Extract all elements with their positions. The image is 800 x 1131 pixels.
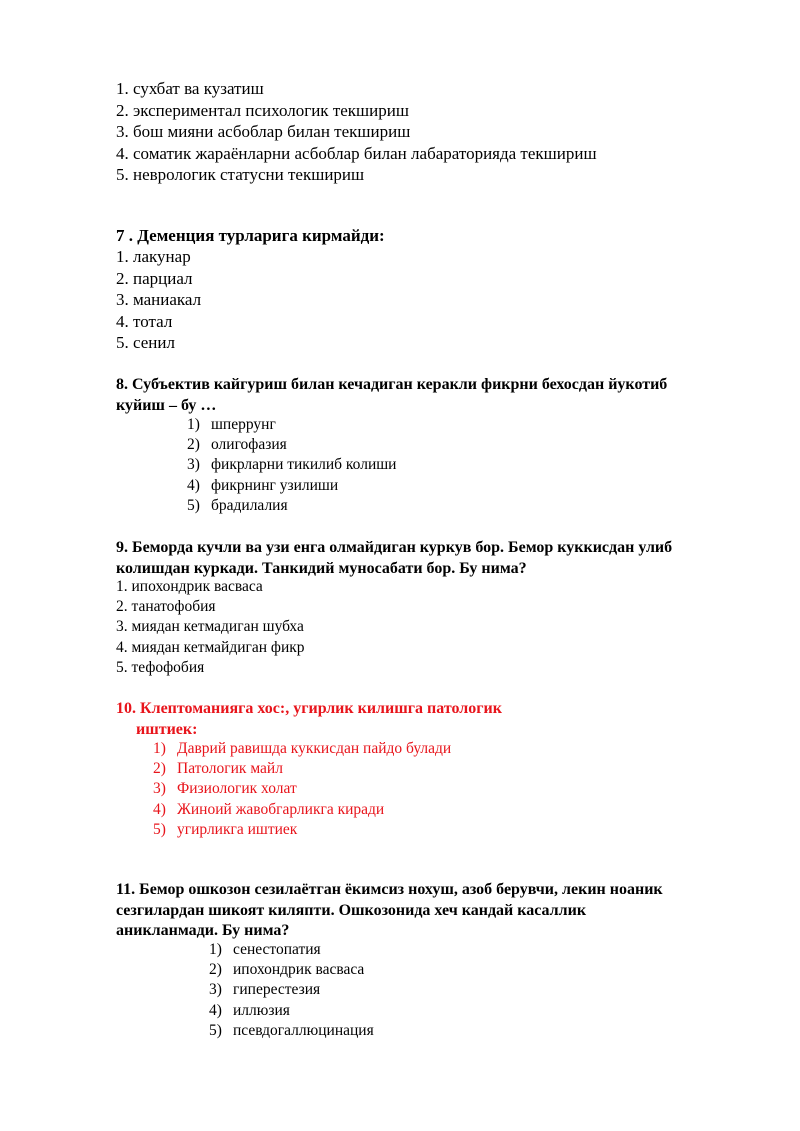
q6-option-3: 3. бош мияни асбоблар билан текшириш <box>116 122 411 142</box>
q6-options <box>116 78 597 186</box>
q8-option-4: 4) фикрнинг узилиши <box>187 476 339 494</box>
q9-option-1: 1. ипохондрик васваса <box>116 578 263 595</box>
q7-option-5: 5. сенил <box>116 333 175 353</box>
q11-option-1: 1) сенестопатия <box>209 941 321 958</box>
q7-option-3: 3. маниакал <box>116 290 202 310</box>
q8-title <box>116 375 667 416</box>
q10-option-1: 1) Даврий равишда куккисдан пайдо булади <box>153 740 452 757</box>
q7-option-1: 1. лакунар <box>116 247 191 266</box>
q11-option-2: 2) ипохондрик васваса <box>209 961 365 979</box>
q9-title-line-2: колишдан куркади. Танкидий муносабати бор. Бу нима? <box>116 559 527 577</box>
q8-option-5: 5) брадилалия <box>187 496 288 514</box>
q10-option-3: 3) Физиологик холат <box>153 780 297 798</box>
q11-title-line-3: аникланмади. Бу нима? <box>116 922 290 939</box>
q8-option-3: 3) фикрларни тикилиб колиши <box>187 456 397 474</box>
q9-options <box>116 577 305 678</box>
q10-option-2: 2) Патологик майл <box>153 760 283 778</box>
q8-options <box>187 415 396 516</box>
q8-option-1: 1) шперрунг <box>187 416 276 433</box>
q6-option-2: 2. экспериментал психологик текшириш <box>116 100 409 120</box>
q6-option-5: 5. неврологик статусни текшириш <box>116 165 365 185</box>
q11-title-line-2: сезгилардан шикоят киляпти. Ошкозонида хеч кандай касаллик <box>116 901 587 919</box>
q9-title-line-1: 9. Беморда кучли ва узи енга олмайдиган куркув бор. Бемор куккисдан улиб <box>116 539 673 556</box>
q11-options <box>209 940 374 1041</box>
q7-options <box>116 246 201 354</box>
q11-title <box>116 880 663 942</box>
q8-option-2: 2) олигофазия <box>187 436 287 454</box>
q8-title-line-2: куйиш – бу … <box>116 396 217 414</box>
q9-option-3: 3. миядан кетмадиган шубха <box>116 618 304 636</box>
q7-option-4: 4. тотал <box>116 311 173 331</box>
q9-option-2: 2. танатофобия <box>116 598 216 616</box>
q11-title-line-1: 11. Бемор ошкозон сезилаётган ёкимсиз нохуш, азоб берувчи, лекин ноаник <box>116 881 663 898</box>
q11-option-3: 3) гиперестезия <box>209 981 321 999</box>
q11-option-5: 5) псевдогаллюцинация <box>209 1021 374 1039</box>
q10-option-5: 5) угирликга иштиек <box>153 820 298 838</box>
q7-option-2: 2. парциал <box>116 268 193 288</box>
q9-title <box>116 538 672 579</box>
q9-option-4: 4. миядан кетмайдиган фикр <box>116 638 305 656</box>
q10-title-line-2: иштиек: <box>136 720 198 738</box>
q10-option-4: 4) Жиноий жавобгарликга киради <box>153 800 385 818</box>
q9-option-5: 5. тефофобия <box>116 658 205 676</box>
q10-options <box>153 739 451 840</box>
q6-option-1: 1. сухбат ва кузатиш <box>116 79 264 98</box>
q10-title <box>116 699 502 740</box>
q6-option-4: 4. соматик жараёнларни асбоблар билан лабараторияда текшириш <box>116 143 597 163</box>
q7 <box>116 225 385 246</box>
q10-title-line-1: 10. Клептоманияга хос:, угирлик килишга патологик <box>116 700 502 717</box>
q11-option-4: 4) иллюзия <box>209 1001 290 1019</box>
q8-title-line-1: 8. Субъектив кайгуриш билан кечадиган керакли фикрни бехосдан йукотиб <box>116 376 668 393</box>
q7-title: 7 . Деменция турларига кирмайди: <box>116 226 385 245</box>
